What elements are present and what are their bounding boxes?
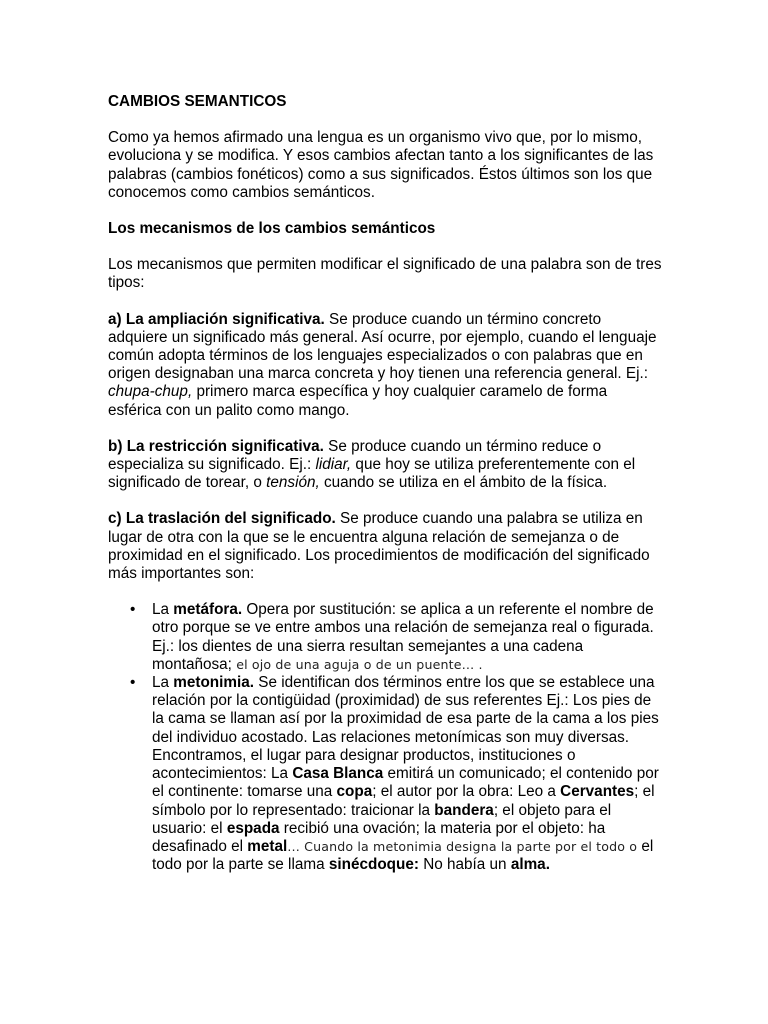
- document-title: CAMBIOS SEMANTICOS: [108, 93, 287, 110]
- metonimia-term-sinecdoque: sinécdoque:: [328, 856, 419, 874]
- bullet-marker: •: [130, 601, 136, 619]
- document-body: [108, 93, 664, 874]
- traslacion-paragraph: [108, 510, 664, 583]
- metafora-tail: el ojo de una aguja o de un puente… .: [236, 656, 483, 672]
- restriccion-text-end: cuando se utiliza en el ámbito de la física.: [319, 474, 608, 492]
- metonimia-alt-text: … Cuando la metonimia designa la parte por el todo o: [287, 838, 638, 854]
- restriccion-example-tension: tensión,: [266, 474, 320, 492]
- metonimia-example-espada: espada: [226, 819, 280, 837]
- metonimia-text-5: ; el objeto para el usuario: el: [152, 801, 612, 837]
- metonimia-example-casa-blanca: Casa Blanca: [292, 765, 384, 783]
- metonimia-text-4: ; el símbolo por lo representado: traicionar la: [152, 783, 655, 819]
- bullet-marker: •: [130, 674, 136, 692]
- ampliacion-paragraph: [108, 311, 664, 420]
- ampliacion-text: Se produce cuando un término concreto adquiere un significado más general. Así ocurre, por ejemplo, cuando el lenguaje común adopta términos de los lenguajes especializados o con palabras que en origen designaban una marca concreta y hoy tienen una referencia general. Ej.:: [108, 310, 657, 383]
- ampliacion-text-end: primero marca específica y hoy cualquier caramelo de forma esférica con un palito como mango.: [108, 383, 608, 419]
- restriccion-text: Se produce cuando un término reduce o especializa su significado. Ej.:: [108, 437, 602, 474]
- intro-paragraph: Como ya hemos afirmado una lengua es un organismo vivo que, por lo mismo, evoluciona y se modifica. Y esos cambios afectan tanto a los significantes de las palabras (cambios fonéticos) como a sus significados. Éstos últimos son los que conocemos como cambios semánticos.: [108, 129, 654, 201]
- metonimia-example-copa: copa: [336, 783, 373, 801]
- metafora-pre: La: [152, 601, 174, 619]
- metonimia-example-metal: metal: [247, 837, 288, 855]
- restriccion-text-middle: que hoy se utiliza preferentemente con el significado de torear, o: [108, 456, 636, 492]
- metonimia-text-2: emitirá un comunicado; el contenido por el continente: tomarse una: [152, 765, 659, 801]
- metonimia-text-1: Se identifican dos términos entre los que se establece una relación por la contigüidad (proximidad) de sus referentes Ej.: Los pies de la cama se llaman así por la proximidad de esa parte de la cama a los pies del individuo acostado. Las relaciones metonímicas son muy diversas. Encontramos, el lugar para designar productos, instituciones o acontecimientos: La: [152, 674, 659, 783]
- restriccion-label: b) La restricción significativa.: [108, 437, 324, 455]
- metonimia-example-cervantes: Cervantes: [560, 783, 635, 801]
- section-intro-paragraph: Los mecanismos que permiten modificar el significado de una palabra son de tres tipos:: [108, 256, 662, 292]
- ampliacion-example: chupa-chup,: [108, 383, 193, 401]
- procedures-list: [130, 601, 664, 874]
- section-heading: Los mecanismos de los cambios semánticos: [108, 220, 436, 238]
- list-item-metonimia: [130, 674, 664, 874]
- traslacion-text: Se produce cuando una palabra se utiliza en lugar de otra con la que se le encuentra alguna relación de semejanza o de proximidad en el significado. Los procedimientos de modificación del significado más importantes son:: [108, 510, 650, 583]
- ampliacion-label: a) La ampliación significativa.: [108, 310, 325, 328]
- traslacion-label: c) La traslación del significado.: [108, 510, 336, 528]
- restriccion-example-lidiar: lidiar,: [315, 456, 352, 474]
- metonimia-text-7: el todo por la parte se llama: [152, 837, 654, 874]
- list-item-metafora: [130, 601, 664, 674]
- metafora-text: Opera por sustitución: se aplica a un referente el nombre de otro porque se ve entre ambos una relación de semejanza real o figurada. Ej.: los dientes de una sierra resultan semejantes a una cadena montañosa;: [152, 601, 654, 673]
- metonimia-text-3: ; el autor por la obra: Leo a: [372, 783, 561, 801]
- metonimia-example-bandera: bandera: [434, 801, 494, 819]
- restriccion-paragraph: [108, 438, 664, 493]
- metonimia-text-8: No había un: [418, 856, 511, 874]
- metonimia-term: metonimia.: [173, 674, 255, 692]
- metonimia-text-6: recibió una ovación; la materia por el objeto: ha desafinado el: [152, 819, 606, 855]
- metonimia-pre: La: [152, 674, 174, 692]
- metonimia-example-alma: alma.: [510, 856, 550, 874]
- metafora-term: metáfora.: [173, 601, 243, 619]
